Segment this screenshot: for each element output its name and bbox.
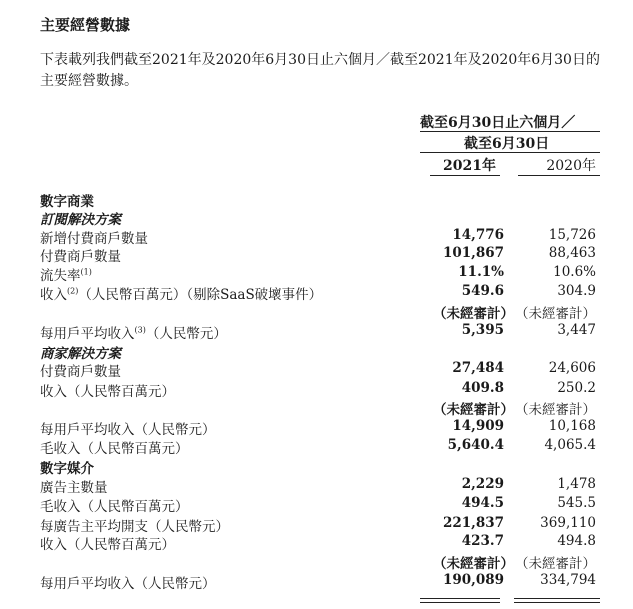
row-label — [40, 533, 175, 553]
header-rule-mid — [420, 152, 600, 153]
row-label-text: 數字商業 — [40, 194, 94, 210]
row-label-text: 收入（人民幣百萬元） — [40, 537, 175, 553]
value-2021: 11.1% — [458, 264, 504, 280]
table-row — [40, 418, 600, 436]
row-label — [40, 264, 92, 284]
audit-note-row — [40, 552, 600, 570]
column-header-2021: 2021年 — [443, 158, 496, 174]
value-2020: 15,726 — [548, 227, 596, 243]
value-2021: 2,229 — [461, 476, 504, 492]
value-2020: 1,478 — [557, 476, 596, 492]
row-label-text: 每廣告主平均開支（人民幣元） — [40, 519, 229, 535]
value-2021: 101,867 — [442, 245, 504, 261]
row-label-text: 毛收入（人民幣百萬元） — [40, 499, 189, 515]
table-row — [40, 245, 600, 263]
table-row — [40, 283, 600, 301]
table-row — [40, 572, 600, 590]
row-label-text: 商家解決方案 — [40, 346, 121, 362]
value-2020: （未經審計） — [515, 306, 596, 322]
footnote-marker: (2) — [67, 286, 79, 296]
row-label-text: 收入（人民幣百萬元） — [40, 384, 175, 400]
row-label — [40, 245, 121, 265]
column-header-period: 截至6月30日止六個月／ — [420, 115, 576, 131]
value-2020: 10,168 — [548, 418, 596, 434]
table-row — [40, 380, 600, 398]
value-2021: 409.8 — [461, 380, 504, 396]
row-label — [40, 190, 94, 210]
intro-paragraph: 下表載列我們截至2021年及2020年6月30日止六個月／截至2021年及2020年6月30日的主要經營數據。 — [40, 52, 600, 89]
value-2021: （未經審計） — [433, 556, 514, 572]
value-2021: 5,395 — [461, 322, 504, 338]
double-rule-2021 — [420, 598, 500, 603]
section-heading — [40, 457, 600, 475]
table-row — [40, 227, 600, 245]
value-2020: 4,065.4 — [544, 437, 596, 453]
row-label — [40, 515, 229, 535]
row-label — [40, 227, 148, 247]
column-header-subperiod: 截至6月30日 — [464, 136, 550, 152]
header-rule-top — [420, 131, 600, 132]
value-2021: 549.6 — [461, 283, 504, 299]
row-label — [40, 380, 175, 400]
row-label-text: 付費商戶數量 — [40, 249, 121, 265]
row-label — [40, 342, 121, 362]
table-row — [40, 437, 600, 455]
value-2020: 334,794 — [540, 572, 596, 588]
row-label-text: 新增付費商戶數量 — [40, 231, 148, 247]
row-label — [40, 418, 216, 438]
value-2020: 494.8 — [557, 533, 596, 549]
table-row — [40, 264, 600, 282]
value-2020: 10.6% — [553, 264, 596, 280]
value-2020: （未經審計） — [515, 402, 596, 418]
column-header-2020: 2020年 — [546, 158, 596, 174]
value-2020: 304.9 — [557, 283, 596, 299]
subsection-heading — [40, 342, 600, 360]
row-label — [40, 208, 121, 228]
value-2020: 250.2 — [557, 380, 596, 396]
audit-note-row — [40, 302, 600, 320]
value-2021: 14,776 — [452, 227, 504, 243]
row-label-text: 收入 — [40, 287, 67, 303]
value-2020: 545.5 — [557, 495, 596, 511]
subsection-heading — [40, 208, 600, 226]
value-2020: （未經審計） — [515, 556, 596, 572]
value-2021: 423.7 — [461, 533, 504, 549]
section-heading — [40, 190, 600, 208]
value-2020: 369,110 — [540, 515, 596, 531]
row-label — [40, 572, 216, 592]
table-row — [40, 515, 600, 533]
row-label — [40, 457, 94, 477]
row-label-unit: （人民幣百萬元）（剔除SaaS破壞事件） — [78, 287, 323, 303]
audit-note-row — [40, 398, 600, 416]
value-2020: 88,463 — [548, 245, 596, 261]
row-label-text: 數字媒介 — [40, 461, 94, 477]
row-label-text: 毛收入（人民幣百萬元） — [40, 441, 189, 457]
table-row — [40, 322, 600, 340]
row-label-text: 廣告主數量 — [40, 480, 108, 496]
row-label-text: 付費商戶數量 — [40, 364, 121, 380]
value-2020: 24,606 — [548, 360, 596, 376]
value-2021: 190,089 — [442, 572, 504, 588]
row-label-unit: （人民幣元） — [145, 326, 227, 342]
row-label — [40, 322, 227, 342]
table-row — [40, 495, 600, 513]
row-label — [40, 495, 189, 515]
row-label-text: 每用戶平均收入（人民幣元） — [40, 422, 216, 438]
row-label — [40, 476, 108, 496]
value-2021: 494.5 — [461, 495, 504, 511]
table-row — [40, 533, 600, 551]
row-label — [40, 360, 121, 380]
row-label — [40, 437, 189, 457]
row-label-text: 流失率 — [40, 268, 81, 284]
table-row — [40, 476, 600, 494]
row-label-text: 每用戶平均收入（人民幣元） — [40, 576, 216, 592]
value-2021: 221,837 — [442, 515, 504, 531]
value-2021: （未經審計） — [433, 402, 514, 418]
value-2021: 5,640.4 — [447, 437, 504, 453]
value-2020: 3,447 — [557, 322, 596, 338]
footnote-marker: (1) — [80, 267, 92, 277]
value-2021: 14,909 — [452, 418, 504, 434]
double-rule-2020 — [514, 598, 600, 603]
value-2021: 27,484 — [452, 360, 504, 376]
row-label — [40, 283, 322, 303]
table-row — [40, 360, 600, 378]
value-2021: （未經審計） — [433, 306, 514, 322]
row-label-text: 每用戶平均收入 — [40, 326, 135, 342]
rule-2020-header — [518, 175, 600, 176]
section-title: 主要經營數據 — [40, 16, 131, 34]
rule-2021-header — [430, 175, 500, 176]
row-label-text: 訂閱解決方案 — [40, 212, 121, 228]
footnote-marker: (3) — [134, 325, 146, 335]
